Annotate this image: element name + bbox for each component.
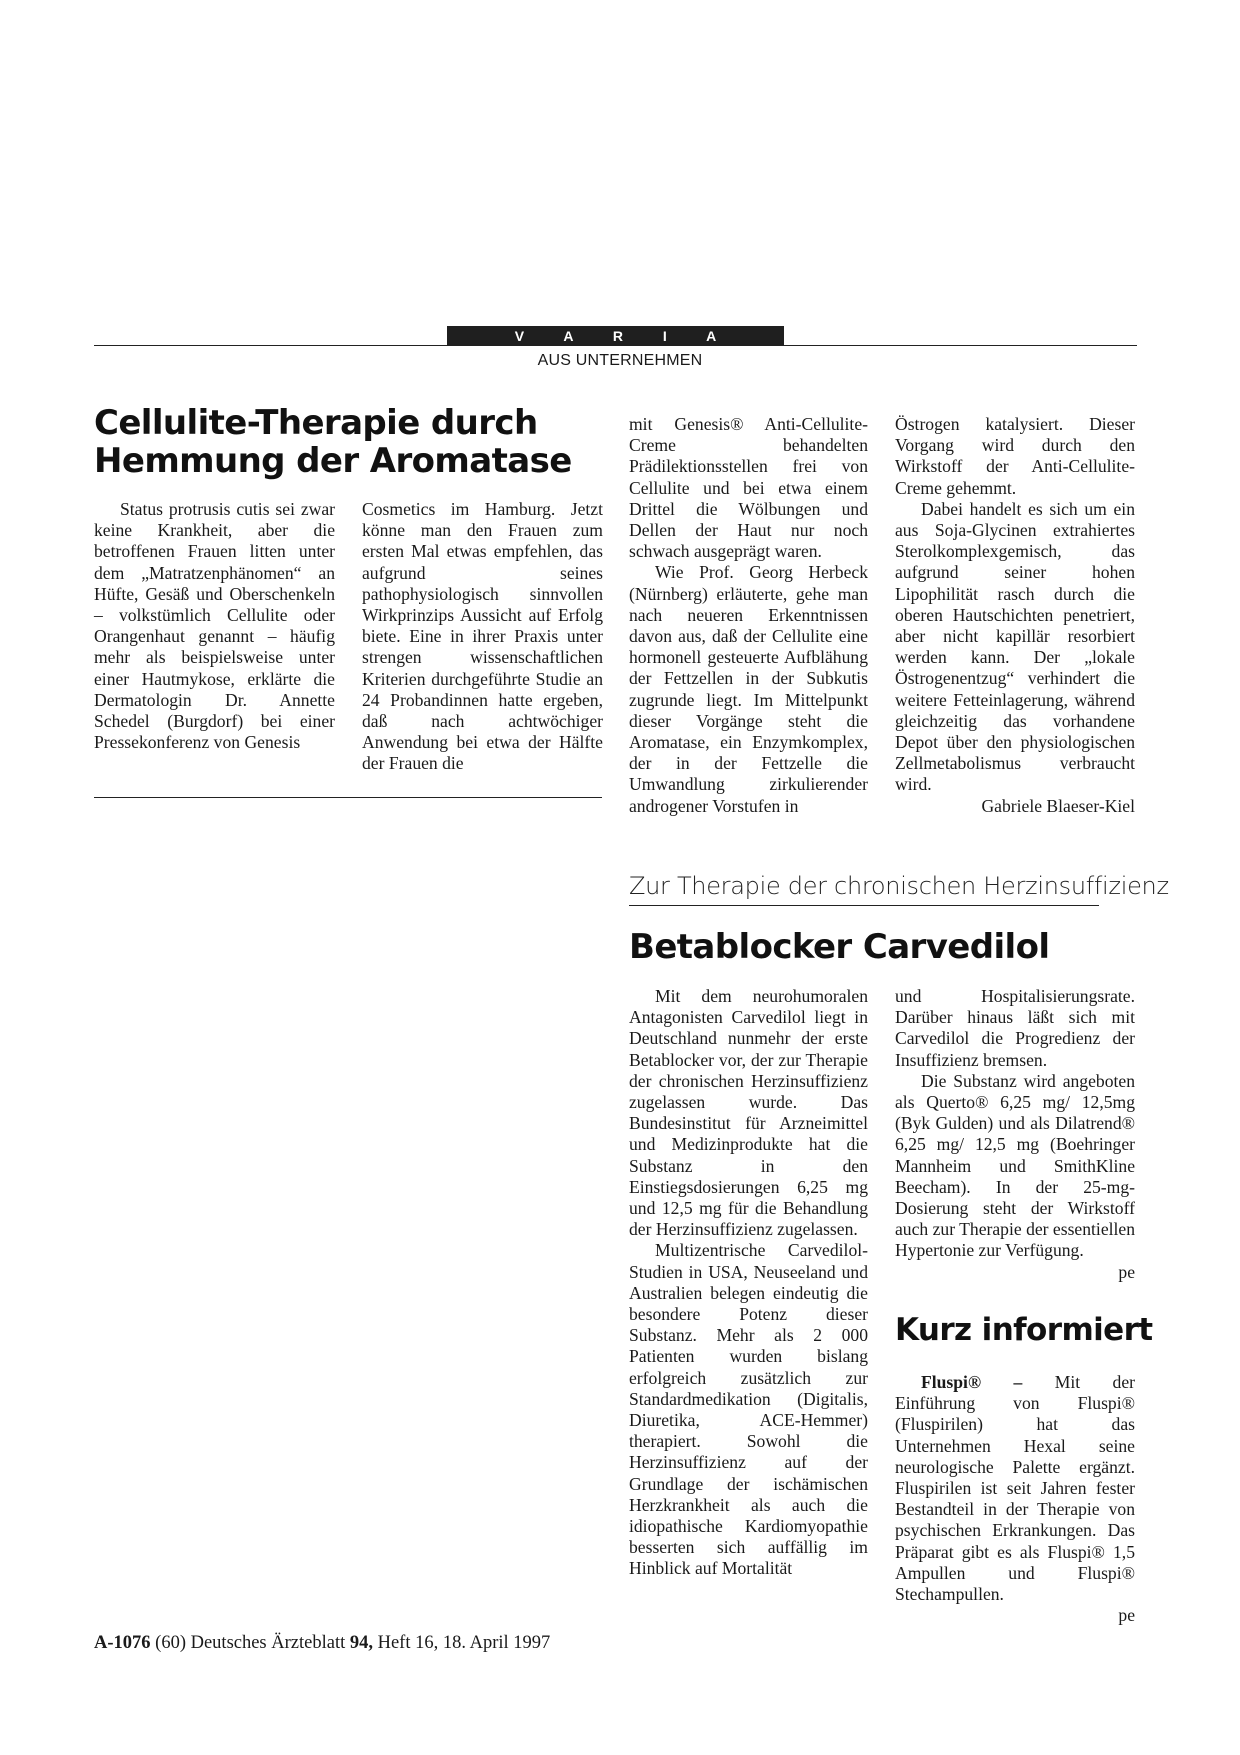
article2-subtitle: Zur Therapie der chronischen Herzinsuffizienz xyxy=(629,872,1169,900)
article2-col2-p2: Die Substanz wird angeboten als Querto® 6,25 mg/ 12,5mg (Byk Gulden) und als Dilatrend® 6,25 mg/ 12,5 mg (Boehringer Mannheim und SmithKline Beecham). In der 25-mg-Dosierung steht der Wirkstoff auch zur Therapie der essentiellen Hypertonie zur Verfügung. xyxy=(895,1070,1136,1261)
article1-col3-p2: Wie Prof. Georg Herbeck (Nürnberg) erläuterte, gehe man nach neueren Erkenntnissen davon aus, daß der Cellulite eine hormonell gesteuerte Aufblähung der Fettzellen in der Subkutis zugrunde liegt. Im Mittelpunkt dieser Vorgänge steht die Aromatase, ein Enzymkomplex, der in der Fettzelle die Umwandlung zirkulierender androgener Vorstufen in xyxy=(629,562,868,816)
article1-col1-text: Status protrusis cutis sei zwar keine Krankheit, aber die betroffenen Frauen litten unter dem „Matratzenphänomen“ an Hüfte, Gesäß und Oberschenkeln – volkstümlich Cellulite oder Orangenhaut genannt – häufig mehr als beispielsweise unter einer Hautmykose, erklärte die Dermatologin Dr. Annette Schedel (Burgdorf) bei einer Pressekonferenz von Genesis xyxy=(94,499,335,753)
article1-col3 xyxy=(629,414,868,817)
article3-title: Kurz informiert xyxy=(895,1312,1153,1348)
footer-publication: (60) Deutsches Ärzteblatt xyxy=(155,1633,346,1653)
article1-col4-p1: Östrogen katalysiert. Dieser Vorgang wird durch den Wirkstoff der Anti-Cellulite-Creme gehemmt. xyxy=(895,414,1135,498)
article2-col1 xyxy=(629,986,868,1580)
section-banner: V A R I A xyxy=(447,326,784,346)
article1-col4-p2: Dabei handelt es sich um ein aus Soja-Glycinen extrahiertes Sterolkomplexgemisch, das aufgrund seiner hohen Lipophilität rasch durch die oberen Hautschichten penetriert, aber nicht kapillär resorbiert werden kann. Der „lokale Östrogenentzug“ verhindert die weitere Fetteinlagerung, während gleichzeitig das vorhandene Depot über den physiologischen Zellmetabolismus verbraucht wird. xyxy=(895,498,1135,795)
footer-volume: 94, xyxy=(349,1633,373,1653)
article1-title-line2: Hemmung der Aromatase xyxy=(94,441,572,481)
article1-title-line1: Cellulite-Therapie durch xyxy=(94,403,538,443)
page-footer xyxy=(94,1633,550,1654)
article1-col4 xyxy=(895,414,1135,817)
article3-signature: pe xyxy=(1118,1605,1135,1626)
footer-page-id: A-1076 xyxy=(94,1633,151,1653)
footer-issue: Heft 16, 18. April 1997 xyxy=(377,1633,551,1653)
subsection-label: AUS UNTERNEHMEN xyxy=(537,352,703,369)
article1-title xyxy=(94,404,572,480)
article2-col2 xyxy=(895,986,1135,1283)
article2-col2-p1: und Hospitalisierungsrate. Darüber hinaus läßt sich mit Carvedilol die Progredienz der Insuffizienz bremsen. xyxy=(895,986,1135,1070)
article1-author: Gabriele Blaeser-Kiel xyxy=(981,795,1135,816)
article2-signature: pe xyxy=(1118,1261,1135,1282)
article3-text: Mit der Einführung von Fluspi® (Fluspirilen) hat das Unternehmen Hexal seine neurologische Palette ergänzt. Fluspirilen ist seit Jahren fester Bestandteil in der Therapie von psychischen Erkrankungen. Das Präparat gibt es als Fluspi® 1,5 Ampullen und Fluspi® Stechampullen. xyxy=(895,1372,1135,1605)
article3-paragraph xyxy=(895,1372,1135,1605)
article1-col2-text: Cosmetics im Hamburg. Jetzt könne man den Frauen zum ersten Mal etwas empfehlen, das aufgrund seines pathophysiologisch sinnvollen Wirkprinzips Aussicht auf Erfolg biete. Eine in ihrer Praxis unter strengen wissenschaftlichen Kriterien durchgeführte Studie an 24 Probandinnen hatte ergeben, daß nach achtwöchiger Anwendung bei etwa der Hälfte der Frauen die xyxy=(362,499,603,774)
article2-title: Betablocker Carvedilol xyxy=(629,927,1050,967)
article2-col1-p2: Multizentrische Carvedilol-Studien in USA, Neuseeland und Australien belegen eindeutig die besondere Potenz dieser Substanz. Mehr als 2 000 Patienten wurden bislang erfolgreich zusätzlich zur Standardmedikation (Digitalis, Diuretika, ACE-Hemmer) therapiert. Sowohl die Herzinsuffizienz auf der Grundlage der ischämischen Herzkrankheit als auch die idiopathische Kardiomyopathie besserten sich auffällig im Hinblick auf Mortalität xyxy=(629,1240,868,1579)
article1-col1 xyxy=(94,499,335,753)
article1-col3-p1: mit Genesis® Anti-Cellulite-Creme behandelten Prädilektionsstellen frei von Cellulite und bei etwa einem Drittel die Wölbungen und Dellen der Haut nur noch schwach ausgeprägt waren. xyxy=(629,414,868,562)
article2-col1-p1: Mit dem neurohumoralen Antagonisten Carvedilol liegt in Deutschland nunmehr der erste Betablocker vor, der zur Therapie der chronischen Herzinsuffizienz zugelassen wurde. Das Bundesinstitut für Arzneimittel und Medizinprodukte hat die Substanz in den Einstiegsdosierungen 6,25 mg und 12,5 mg für die Behandlung der Herzinsuffizienz zugelassen. xyxy=(629,986,868,1240)
article1-bottom-rule xyxy=(94,797,602,798)
article3-lead: Fluspi® – xyxy=(921,1372,1023,1392)
article1-col2 xyxy=(362,499,603,775)
article3-body xyxy=(895,1372,1135,1626)
article2-subtitle-rule xyxy=(629,905,1099,906)
